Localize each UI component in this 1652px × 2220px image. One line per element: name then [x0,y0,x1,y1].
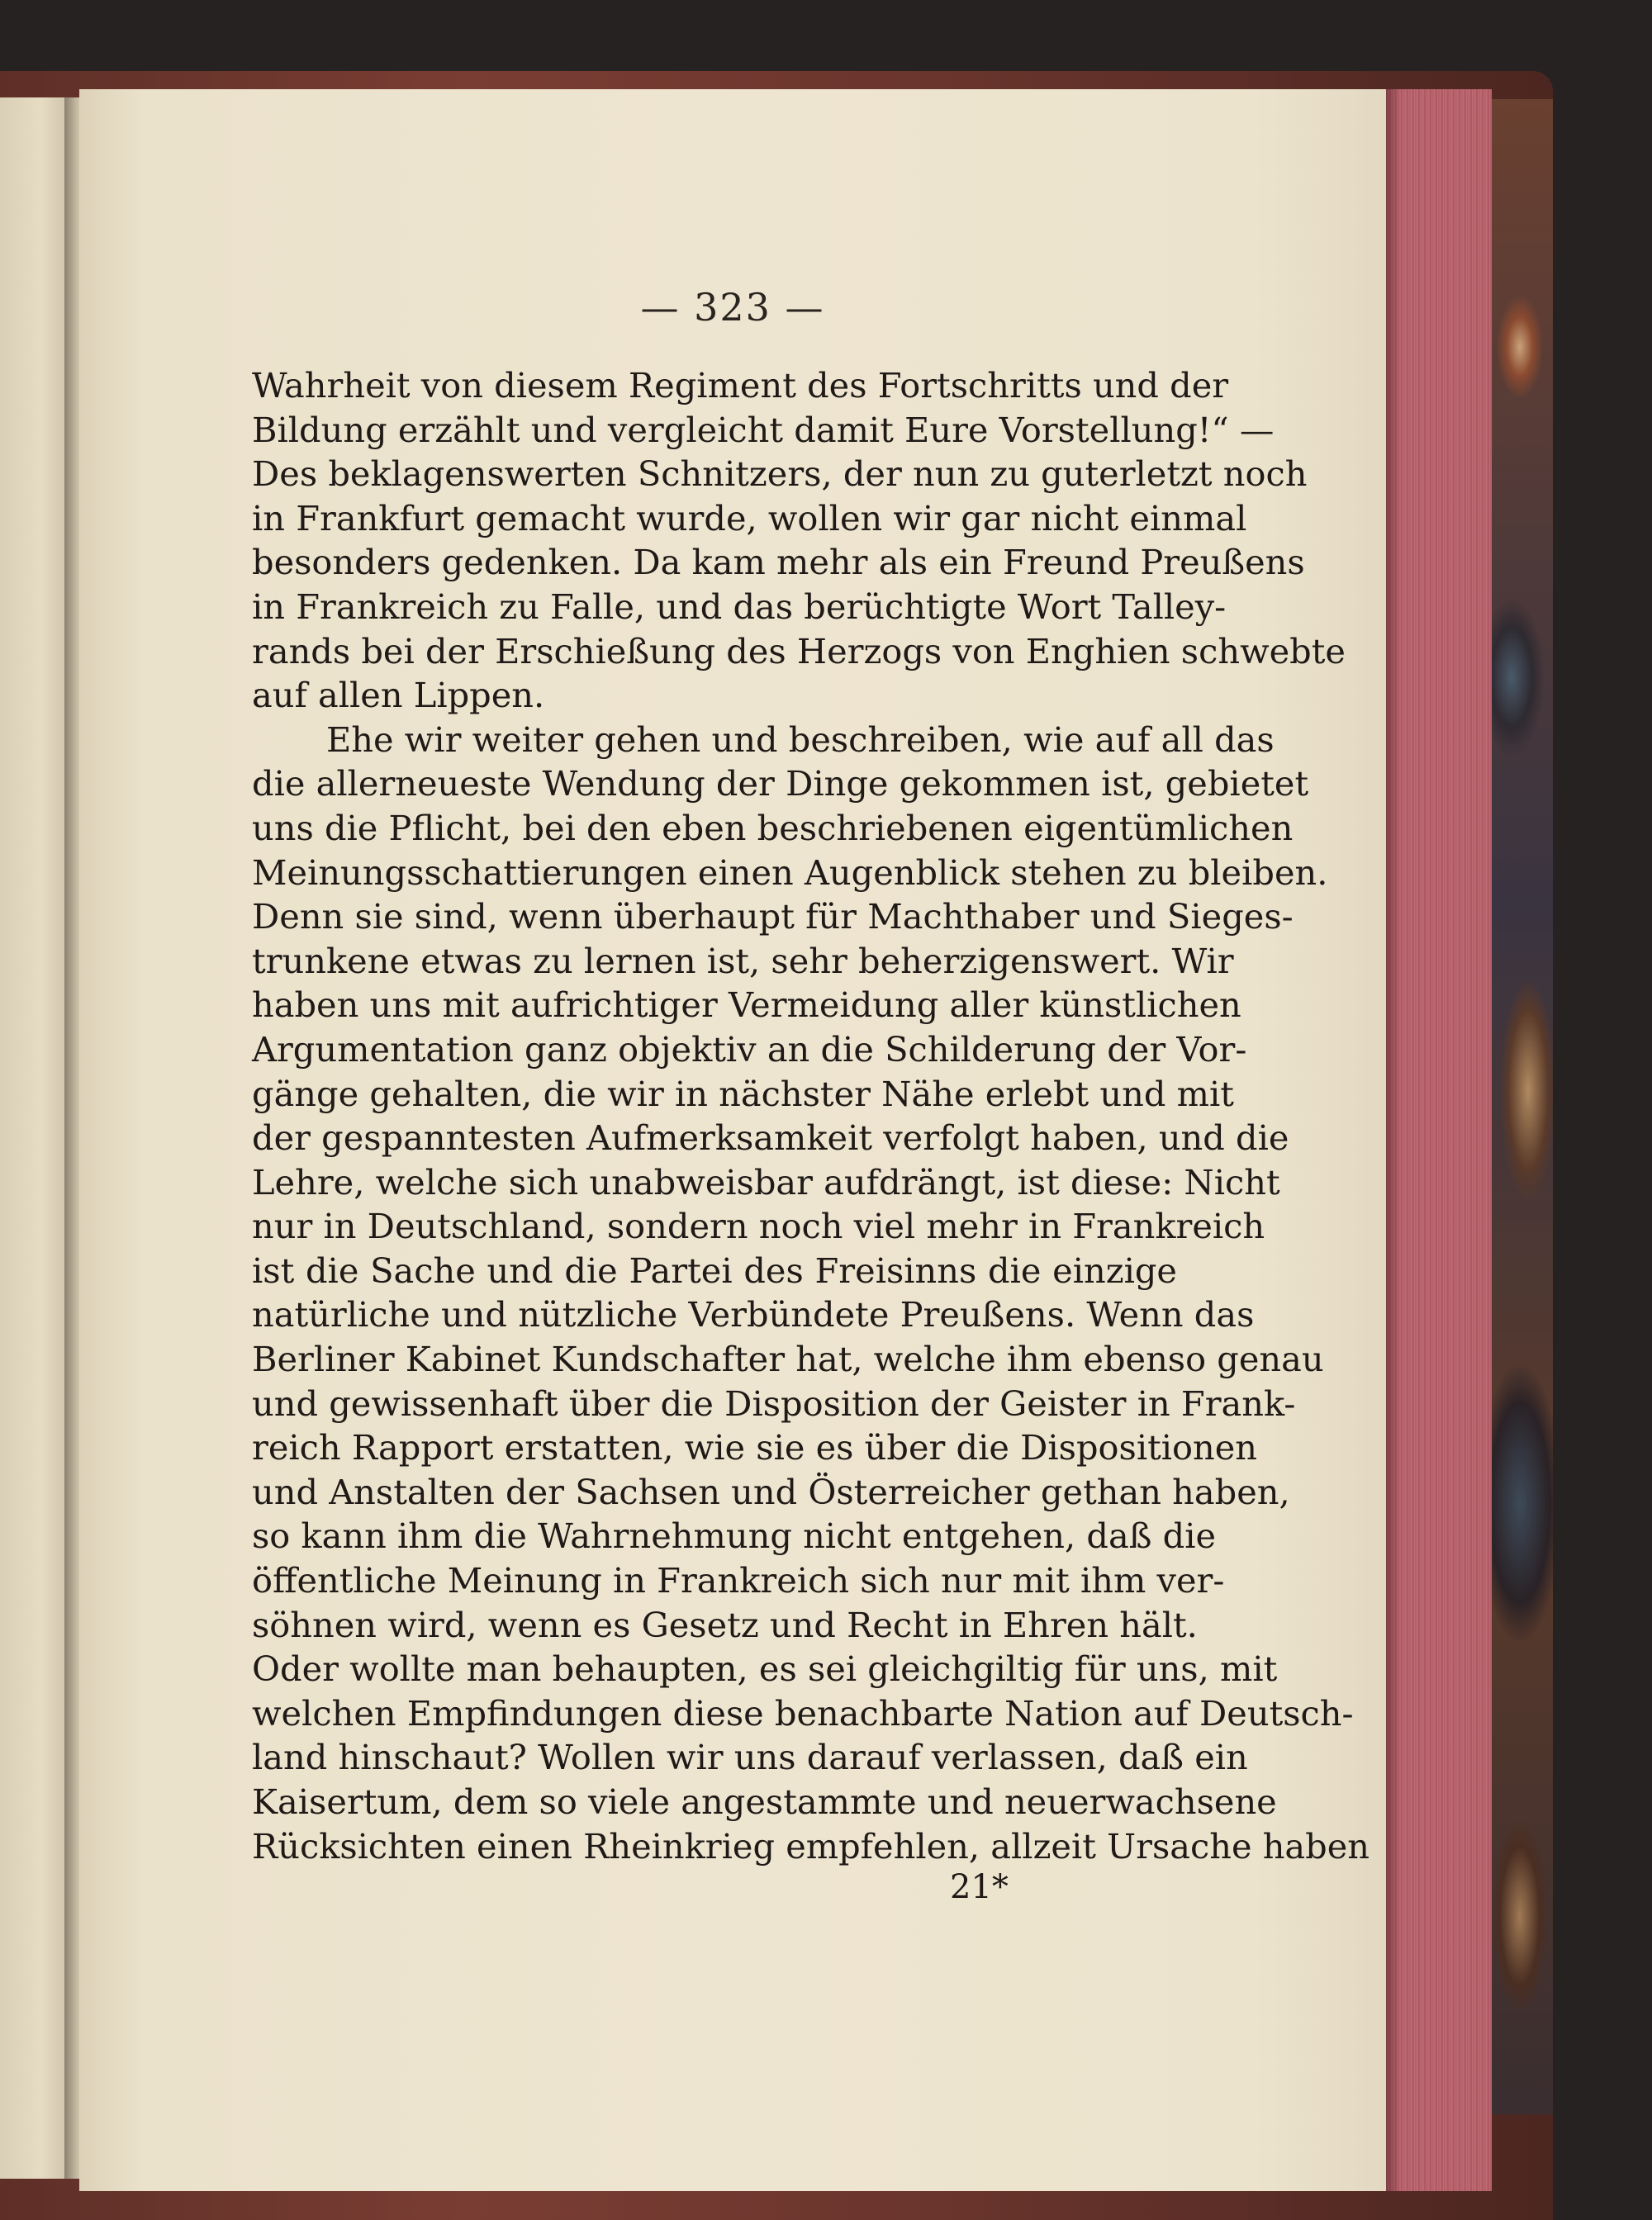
printer-signature-mark: 21* [950,1868,1009,1906]
body-text [252,363,1370,1868]
text-line: gänge gehalten, die wir in nächster Nähe erlebt und mit [252,1073,1234,1114]
text-line: Denn sie sind, wenn überhaupt für Machthaber und Sieges- [252,896,1294,937]
text-line: Bildung erzählt und vergleicht damit Eure Vorstellung!“ — [252,409,1275,450]
text-line: Oder wollte man behaupten, es sei gleichgiltig für uns, mit [252,1648,1278,1690]
red-page-edges [1386,89,1492,2191]
text-line: und Anstalten der Sachsen und Österreicher gethan haben, [252,1471,1290,1512]
text-line: Ehe wir weiter gehen und beschreiben, wie auf all das [326,719,1275,760]
text-line: Berliner Kabinet Kundschafter hat, welche ihm ebenso genau [252,1339,1324,1380]
text-line: Meinungsschattierungen einen Augenblick stehen zu bleiben. [252,851,1328,893]
text-line: auf allen Lippen. [252,675,545,716]
text-line: welchen Empfindungen diese benachbarte Nation auf Deutsch- [252,1692,1354,1734]
text-line: besonders gedenken. Da kam mehr als ein Freund Preußens [252,542,1305,583]
text-line: uns die Pflicht, bei den eben beschriebenen eigentümlichen [252,807,1294,848]
text-line: söhnen wird, wenn es Gesetz und Recht in Ehren hält. [252,1604,1198,1645]
text-line: in Frankfurt gemacht wurde, wollen wir gar nicht einmal [252,497,1247,538]
text-line: nur in Deutschland, sondern noch viel mehr in Frankreich [252,1206,1265,1247]
text-line: Argumentation ganz objektiv an die Schilderung der Vor- [252,1028,1247,1070]
text-line: Kaisertum, dem so viele angestammte und neuerwachsene [252,1781,1277,1822]
page-number: — 323 — [640,285,825,330]
text-line: ist die Sache und die Partei des Freisinns die einzige [252,1250,1177,1291]
text-line: in Frankreich zu Falle, und das berüchtigte Wort Talley- [252,586,1227,627]
text-line: Des beklagenswerten Schnitzers, der nun zu guterletzt noch [252,453,1308,495]
text-line: land hinschaut? Wollen wir uns darauf verlassen, daß ein [252,1737,1248,1778]
text-line: haben uns mit aufrichtiger Vermeidung aller künstlichen [252,984,1241,1026]
text-line: öffentliche Meinung in Frankreich sich nur mit ihm ver- [252,1560,1225,1601]
text-line: trunkene etwas zu lernen ist, sehr beherzigenswert. Wir [252,940,1234,981]
page-edge-shadow [1386,89,1401,2191]
text-line: Lehre, welche sich unabweisbar aufdrängt, ist diese: Nicht [252,1161,1280,1202]
text-line: rands bei der Erschießung des Herzogs von Enghien schwebte [252,630,1346,671]
marbled-endpaper [1487,99,1553,2114]
text-line: natürliche und nützliche Verbündete Preußens. Wenn das [252,1294,1255,1335]
text-line: so kann ihm die Wahrnehmung nicht entgehen, daß die [252,1516,1217,1557]
text-line: der gespanntesten Aufmerksamkeit verfolgt haben, und die [252,1117,1289,1159]
text-line: reich Rapport erstatten, wie sie es über die Dispositionen [252,1427,1258,1468]
text-line: die allerneueste Wendung der Dinge gekommen ist, gebietet [252,763,1309,804]
text-line: Rücksichten einen Rheinkrieg empfehlen, allzeit Ursache haben [252,1825,1370,1867]
previous-page-edge [0,97,68,2179]
text-line: Wahrheit von diesem Regiment des Fortschritts und der [252,365,1229,406]
text-line: und gewissenhaft über die Disposition der Geister in Frank- [252,1383,1296,1424]
